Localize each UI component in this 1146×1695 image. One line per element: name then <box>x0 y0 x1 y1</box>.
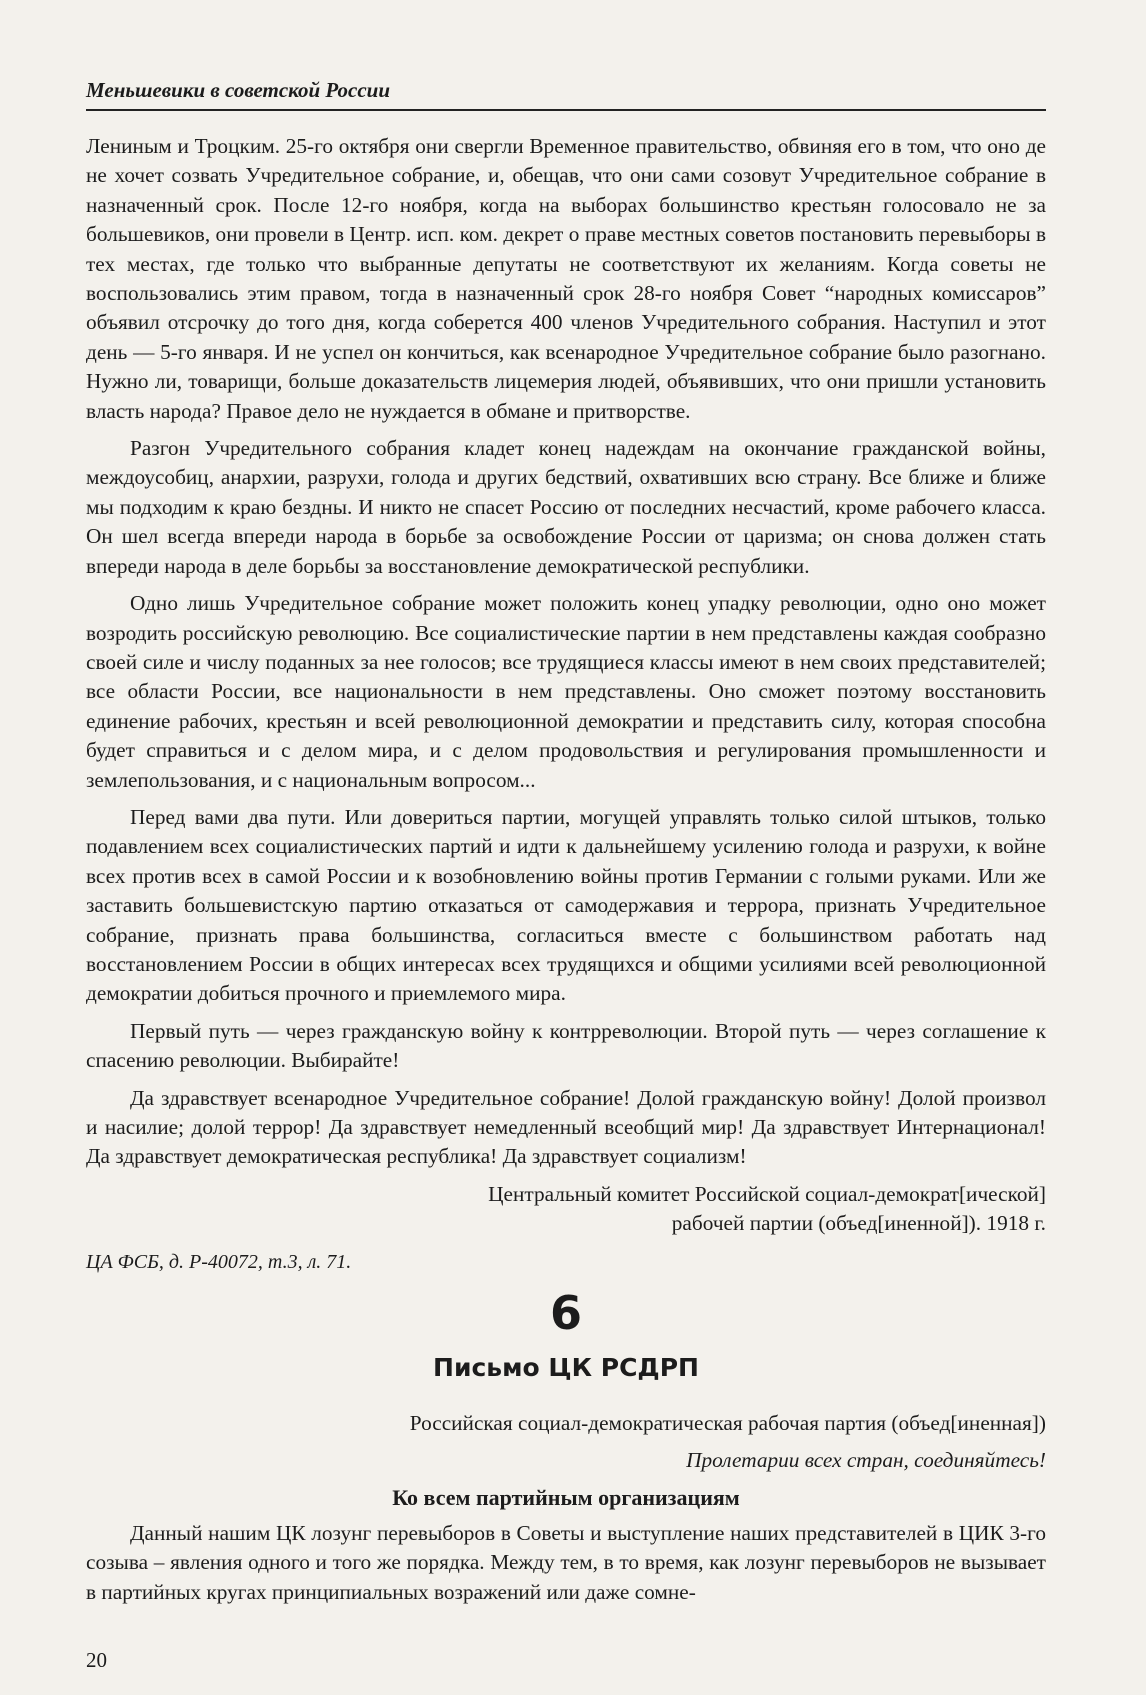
running-head-title: Меньшевики в советской России <box>86 78 1046 111</box>
paragraph: Разгон Учредительного собрания кладет конец надеждам на окончание гражданской войны, междоусобиц, анархии, разрухи, голода и других бедствий, охвативших всю страну. Все ближе и ближе мы подходим к краю бездны. И никто не спасет Россию от последних несчастий, кроме рабочего класса. Он шел всегда впереди народа в борьбе за освобождение России от царизма; он снова должен стать впереди народа в деле борьбы за восстановление демократической республики. <box>86 436 1046 578</box>
paragraph: Перед вами два пути. Или довериться партии, могущей управлять только силой штыков, только подавлением всех социалистических партий и идти к дальнейшему усилению голода и разрухи, к войне всех против всех в самой России и к возобновлению войны против Германии с голыми руками. Или же заставить большевистскую партию отказаться от самодержавия и террора, признать Учредительное собрание, признать права большинства, согласиться вместе с большинством работать над восстановлением России в общих интересах всех трудящихся и общими усилиями всей революционной демократии добиться прочного и приемлемого мира. <box>86 804 1046 1006</box>
paragraph: Первый путь — через гражданскую войну к контрреволюции. Второй путь — через соглашение к спасению революции. Выбирайте! <box>86 1018 1046 1073</box>
paragraph: Лениным и Троцким. 25-го октября они свергли Временное правительство, обвиняя его в том, что оно де не хочет созвать Учредительное собрание, и, обещав, что они сами созовут Учредительное собрание в назначенный срок. После 12-го ноября, когда на выборах большинство крестьян голосовало не за большевиков, они провели в Центр. исп. ком. декрет о праве местных советов постановить перевыборы в тех местах, где только что выбранные депутаты не соответствуют их желаниям. Когда советы не воспользовались этим правом, тогда в назначенный срок 28-го ноября Совет “народных комиссаров” объявил отсрочку до того дня, когда соберется 400 членов Учредительного собрания. Наступил и этот день — 5-го января. И не успел он кончиться, как всенародное Учредительное собрание было разогнано. Нужно ли, товарищи, больше доказательств лицемерия людей, объявивших, что они пришли установить власть народа? Правое дело не нуждается в обмане и притворстве. <box>86 134 1046 423</box>
archive-source-reference: ЦА ФСБ, д. Р-40072, т.3, л. 71. <box>86 1250 352 1273</box>
party-name: Российская социал-демократическая рабочая партия (объед[иненная]) <box>409 1410 1046 1435</box>
address-heading: Ко всем партийным организациям <box>392 1485 740 1511</box>
paragraph: Данный нашим ЦК лозунг перевыборов в Советы и выступление наших представителей в ЦИК 3-го созыва – явления одного и того же порядка. Между тем, в то время, как лозунг перевыборов не вызывает в партийных кругах принципиальных возражений или даже сомне- <box>86 1520 1046 1604</box>
slogan: Пролетарии всех стран, соединяйтесь! <box>686 1448 1046 1473</box>
signature-line: рабочей партии (объед[иненной]). 1918 г. <box>671 1210 1046 1235</box>
signature-block <box>86 1180 1046 1238</box>
main-text <box>86 132 1046 1615</box>
document-number: 6 <box>549 1286 582 1341</box>
document-title: Письмо ЦК РСДРП <box>433 1353 699 1383</box>
paragraph: Да здравствует всенародное Учредительное собрание! Долой гражданскую войну! Долой произвол и насилие; долой террор! Да здравствует немедленный всеобщий мир! Да здравствует Интернационал! Да здравствует демократическая республика! Да здравствует социализм! <box>86 1085 1046 1169</box>
page-number: 20 <box>86 1648 107 1672</box>
paragraph: Одно лишь Учредительное собрание может положить конец упадку революции, одно оно может возродить российскую революцию. Все социалистические партии в нем представлены каждая сообразно своей силе и числу поданных за нее голосов; все трудящиеся классы имеют в нем своих представителей; все области России, все национальности в нем представлены. Оно сможет поэтому восстановить единение рабочих, крестьян и всей революционной демократии и представить силу, которая способна будет справиться и с делом мира, и с делом продовольствия и регулирования промышленности и землепользования, и с национальным вопросом... <box>86 591 1046 792</box>
signature-line: Центральный комитет Российской социал-демократ[ической] <box>488 1181 1046 1206</box>
